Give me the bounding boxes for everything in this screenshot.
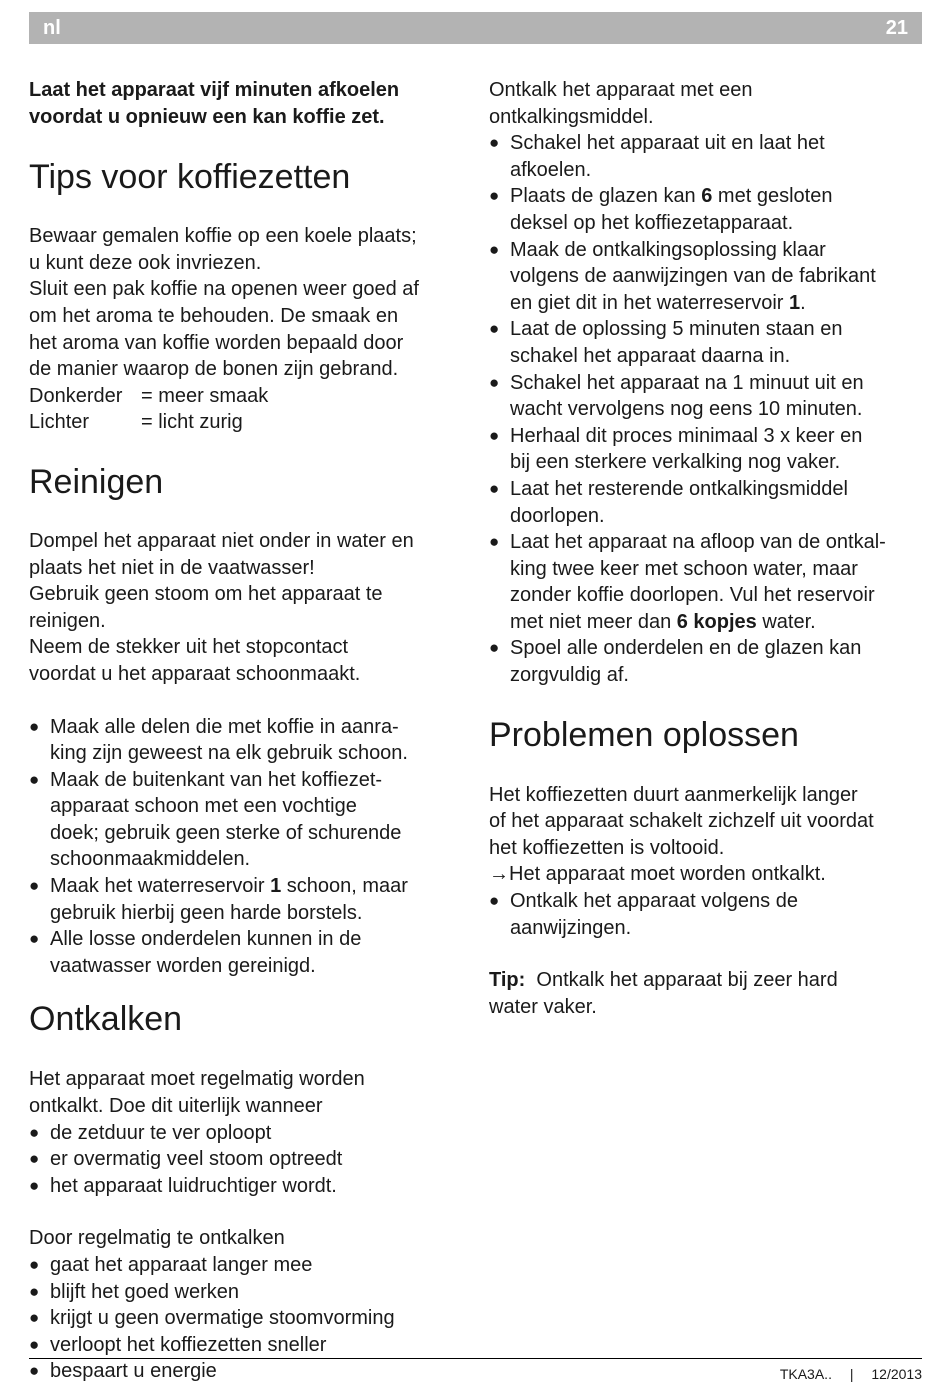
page-footer xyxy=(780,1366,922,1382)
list-item: ● gaat het apparaat langer mee xyxy=(29,1252,469,1279)
model-code: TKA3A.. xyxy=(779,1366,832,1382)
reinigen-paragraph: Dompel het apparaat niet onder in water en plaats het niet in de vaatwasser! Gebruik geen stoom om het apparaat te reinigen. Neem de stekker uit het stopcontact voordat u het apparaat schoonmaakt. xyxy=(29,529,414,685)
section-title-ontkalken: Ontkalken xyxy=(29,1000,183,1039)
list-item: ● bespaart u energie xyxy=(29,1358,469,1385)
list-item: ● Laat het resterende ontkalkingsmiddel doorlopen. xyxy=(489,476,929,529)
list-item: ● de zetduur te ver oploopt xyxy=(29,1120,469,1147)
list-item: ● Maak de ontkalkingsoplossing klaar volgens de aanwijzingen van de fabrikant en giet dit in het waterreservoir 1. xyxy=(489,237,929,317)
lead-warning: Laat het apparaat vijf minuten afkoelen voordat u opnieuw een kan koffie zet. xyxy=(29,79,400,128)
roast-table xyxy=(29,383,469,436)
left-column xyxy=(29,77,469,1385)
list-item: ● krijgt u geen overmatige stoomvorming xyxy=(29,1305,469,1332)
section-title-reinigen: Reinigen xyxy=(29,462,164,501)
tips-paragraph: Bewaar gemalen koffie op een koele plaats; u kunt deze ook invriezen. Sluit een pak koffie na openen weer goed af om het aroma te behouden. De smaak en het aroma van koffie worden bepaald door de manier waarop de bonen zijn gebrand. xyxy=(29,225,419,381)
footer-divider xyxy=(29,1358,922,1359)
ontkalken-when-list xyxy=(29,1120,469,1200)
list-item: ● Schakel het apparaat uit en laat het afkoelen. xyxy=(489,130,929,183)
list-item: ● Herhaal dit proces minimaal 3 x keer en bij een sterkere verkalking nog vaker. xyxy=(489,423,929,476)
problem-solution-list xyxy=(489,888,929,941)
roast-row: Lichter = licht zurig xyxy=(29,411,243,434)
list-item: ● Maak alle delen die met koffie in aanra- king zijn geweest na elk gebruik schoon. xyxy=(29,714,469,767)
list-item: ● Laat het apparaat na afloop van de ontkal- king twee keer met schoon water, maar zonder koffie doorlopen. Vul het reservoir met niet meer dan 6 kopjes water. xyxy=(489,529,929,635)
arrow-right-icon: → xyxy=(489,863,509,886)
list-item: ● het apparaat luidruchtiger wordt. xyxy=(29,1173,469,1200)
footer-separator: | xyxy=(849,1366,854,1382)
list-item: ● Maak de buitenkant van het koffiezet- apparaat schoon met een vochtige doek; gebruik geen sterke of schurende schoonmaakmiddelen. xyxy=(29,767,469,873)
tip-note: Tip: Ontkalk het apparaat bij zeer hard water vaker. xyxy=(489,969,838,1018)
list-item: ● verloopt het koffiezetten sneller xyxy=(29,1332,469,1359)
edition-date: 12/2013 xyxy=(871,1366,922,1382)
list-item: ● blijft het goed werken xyxy=(29,1279,469,1306)
list-item: ● Plaats de glazen kan 6 met gesloten deksel op het koffiezetapparaat. xyxy=(489,183,929,236)
language-label: nl xyxy=(43,17,61,39)
list-item: ● Schakel het apparaat na 1 minuut uit en wacht vervolgens nog eens 10 minuten. xyxy=(489,370,929,423)
list-item: ● Ontkalk het apparaat volgens de aanwijzingen. xyxy=(489,888,929,941)
page-number: 21 xyxy=(885,17,908,39)
reinigen-list xyxy=(29,714,469,980)
list-item: ● Alle losse onderdelen kunnen in de vaatwasser worden gereinigd. xyxy=(29,926,469,979)
ontkalken-benefits-intro: Door regelmatig te ontkalken xyxy=(29,1227,285,1250)
descale-intro: Ontkalk het apparaat met een ontkalkingsmiddel. xyxy=(489,79,753,128)
list-item: ● Spoel alle onderdelen en de glazen kan zorgvuldig af. xyxy=(489,635,929,688)
section-title-tips: Tips voor koffiezetten xyxy=(29,158,351,197)
right-column xyxy=(489,77,929,1020)
section-title-problemen: Problemen oplossen xyxy=(489,715,799,754)
list-item: ● Maak het waterreservoir 1 schoon, maar gebruik hierbij geen harde borstels. xyxy=(29,873,469,926)
list-item: ● er overmatig veel stoom optreedt xyxy=(29,1146,469,1173)
roast-row: Donkerder = meer smaak xyxy=(29,384,269,407)
problem-description: Het koffiezetten duurt aanmerkelijk langer of het apparaat schakelt zichzelf uit voordat het koffiezetten is voltooid. xyxy=(489,783,874,859)
list-item: ● Laat de oplossing 5 minuten staan en schakel het apparaat daarna in. xyxy=(489,316,929,369)
descale-steps-list xyxy=(489,130,929,688)
ontkalken-benefits-list xyxy=(29,1252,469,1385)
tip-label: Tip: xyxy=(489,969,526,992)
problem-cause: →Het apparaat moet worden ontkalkt. xyxy=(489,863,826,886)
page-header xyxy=(29,12,922,44)
ontkalken-paragraph: Het apparaat moet regelmatig worden ontkalkt. Doe dit uiterlijk wanneer xyxy=(29,1068,365,1118)
